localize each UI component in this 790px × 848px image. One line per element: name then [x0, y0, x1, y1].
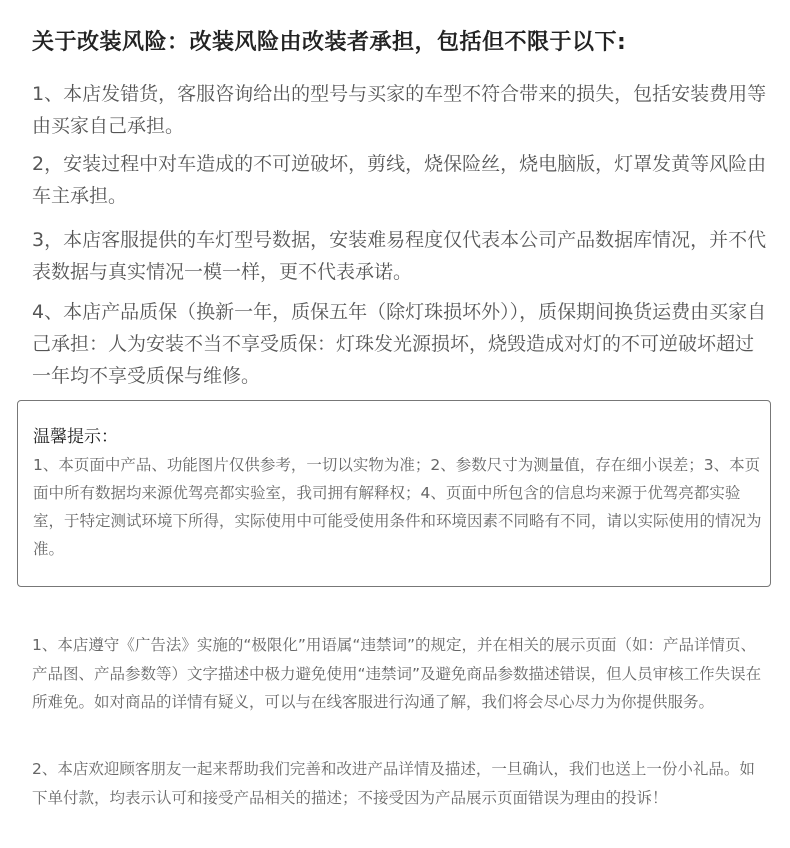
risk-item-3: 3，本店客服提供的车灯型号数据，安装难易程度仅代表本公司产品数据库情况，并不代表数据与真实情况一模一样，更不代表承诺。: [32, 229, 767, 283]
footer-item-1: 1、本店遵守《广告法》实施的“极限化”用语属“违禁词”的规定，并在相关的展示页面（如：产品详情页、产品图、产品参数等）文字描述中极力避免使用“违禁词”及避免商品参数描述错误，但人员审核工作失误在所难免。如对商品的详情有疑义，可以与在线客服进行沟通了解，我们将会尽心尽力为你提供服务。: [32, 636, 762, 711]
footer-item-2: 2、本店欢迎顾客朋友一起来帮助我们完善和改进产品详情及描述，一旦确认，我们也送上一份小礼品。如下单付款，均表示认可和接受产品相关的描述；不接受因为产品展示页面错误为理由的投诉！: [32, 760, 755, 807]
risk-item-2: 2，安装过程中对车造成的不可逆破坏，剪线，烧保险丝，烧电脑版，灯罩发黄等风险由车主承担。: [32, 153, 767, 207]
page-title: 关于改装风险：改装风险由改装者承担，包括但不限于以下:: [32, 30, 627, 55]
notice-box: [17, 400, 771, 587]
risk-item-1: 1、本店发错货，客服咨询给出的型号与买家的车型不符合带来的损失，包括安装费用等由买家自己承担。: [32, 83, 767, 137]
notice-title: 温馨提示：: [33, 427, 118, 447]
notice-text: 1、本页面中产品、功能图片仅供参考，一切以实物为准；2、参数尺寸为测量值，存在细小误差；3、本页面中所有数据均来源优驾亮都实验室，我司拥有解释权；4、页面中所包含的信息均来源于优驾亮都实验室，于特定测试环境下所得，实际使用中可能受使用条件和环境因素不同略有不同，请以实际使用的情况为准。: [33, 456, 762, 558]
risk-item-4: 4、本店产品质保（换新一年，质保五年（除灯珠损坏外）），质保期间换货运费由买家自己承担：人为安装不当不享受质保：灯珠发光源损坏，烧毁造成对灯的不可逆破坏超过一年均不享受质保与维修。: [32, 301, 767, 387]
